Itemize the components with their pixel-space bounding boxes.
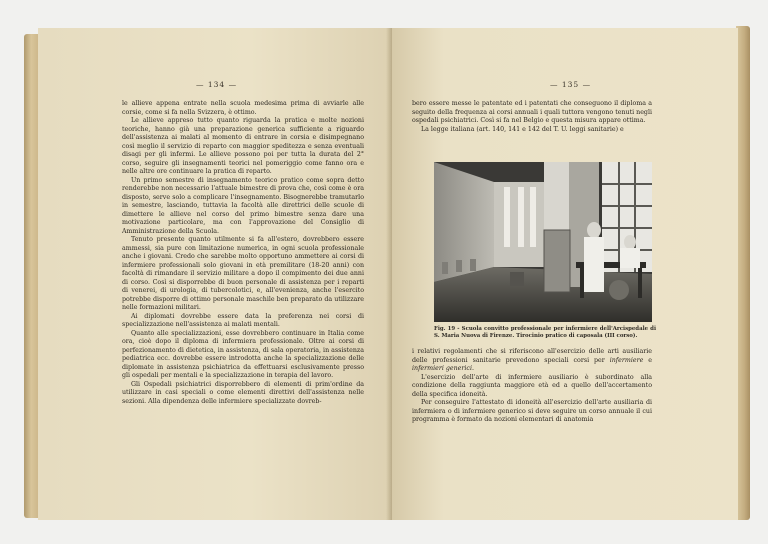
paragraph [412, 348, 652, 374]
book-edge-right [736, 26, 750, 520]
emphasis: infermiere [609, 356, 644, 364]
paragraph: L'esercizio dell'arte di infermiere ausiliario è subordinato alla condizione della raggiunta maggiore età ed a quello dell'accertamento della specifica idoneità. [412, 373, 652, 398]
right-page-text-bottom [412, 348, 652, 425]
paragraph-text: e [643, 356, 652, 364]
photo-illustration [434, 162, 652, 322]
right-page-text-top [412, 100, 652, 134]
paragraph: Un primo semestre di insegnamento teorico pratico come sopra detto renderebbe non necessario l'attuale bimestre di prova che, così come è ora disposto, serve solo a complicare l'insegnamento. Bisognerebbe tramutarlo in semestre, lasciando, tuttavia la facoltà alle direttrici delle scuole di dimettere le allieve nel corso del primo bimestre senza dare una motivazione particolare, ma con l'approvazione del Consiglio di Amministrazione della Scuola. [122, 176, 364, 235]
paragraph: bero essere messe le patentate ed i patentati che conseguono il diploma a seguito della frequenza ai corsi annuali i quali tuttora vengono tenuti negli ospedali psichiatrici. Così si fa nel Belgio e questa misura appare ottima. [412, 100, 652, 124]
paragraph: Le allieve appreso tutto quanto riguarda la pratica e molte nozioni teoriche, hanno già una preparazione generica sufficiente a riguardo dell'assistenza ai malati al momento di entrare in corsia e disimpegnano così meglio il servizio di reparto con maggior speditezza e senza eventuali disagi per gli infermi. Le allieve possono poi per tutta la durata del 2° corso, seguire gli insegnamenti teorici nel pomeriggio come fanno ora e nelle altre ore continuare la pratica di reparto. [122, 117, 364, 175]
page-number-left: — 134 — [196, 80, 238, 89]
emphasis: infermieri generici [412, 365, 472, 372]
paragraph: Gli Ospedali psichiatrici disporrebbero di elementi di prim'ordine da utilizzare in casi speciali o come elementi direttivi dell'assistenza nelle sezioni. Alla dipendenza delle infermiere specializzate dovreb- [122, 380, 364, 405]
paragraph-text: . [471, 365, 474, 372]
paragraph: La legge italiana (art. 140, 141 e 142 del T. U. leggi sanitarie) e [421, 125, 624, 133]
hospital-ward-photo [434, 162, 652, 322]
paragraph: Quanto alle specializzazioni, esse dovrebbero continuare in Italia come ora, cioè dopo il diploma di infermiera professionale. Oltre ai corsi di perfezionamento di dietetica, in assistenza, di sala operatoria, in assistenza pediatrica ecc. dovrebbe essere introdotta anche la specializzazione delle diplomate in assistenza psichiatrica da effettuarsi esclusivamente presso gli ospedali per mentali e la specializzazione in terapia del lavoro. [122, 329, 364, 379]
left-page [38, 28, 392, 520]
left-page-text [122, 100, 364, 406]
photo-caption: Fig. 19 - Scuola convitto professionale per infermiere dell'Arcispedale di S. Maria Nuova di Firenze. Tirocinio pratico di caposala (III corso). [434, 326, 656, 339]
right-page [392, 28, 738, 520]
paragraph: Tenuto presente quanto utilmente si fa all'estero, dovrebbero essere ammessi, sia pure con limitazione numerica, in ogni scuola professionale anche i giovani. Credo che sarebbe molto opportuno ammettere ai corsi di infermiere professionali solo giovani in età premilitare (18-20 anni) con facoltà di rimandare il servizio militare a dopo il compimento dei due anni di corso. Così si disporrebbe di buon personale di assistenza per i reparti di venerei, di urologia, di tubercolotici, e, all'evenienza, anche l'esercito potrebbe disporre di ottimo personale maschile ben preparato da utilizzare nelle formazioni militari. [122, 236, 364, 311]
paragraph: le allieve appena entrate nella scuola medesima prima di avviarle alle corsie, come si fa nella Svizzera, è ottimo. [122, 100, 364, 116]
page-number-right: — 135 — [550, 80, 592, 89]
paragraph: Ai diplomati dovrebbe essere data la preferenza nei corsi di specializzazione nell'assistenza ai malati mentali. [122, 312, 364, 328]
open-book [24, 22, 750, 522]
paragraph-text: i relativi regolamenti che si riferiscono all'esercizio delle arti ausiliarie delle professioni sanitarie prevedono speciali corsi per [412, 348, 652, 364]
paragraph: Per conseguire l'attestato di idoneità all'esercizio dell'arte ausiliaria di infermiera o di infermiere generico si deve seguire un corso annuale il cui programma è formato da nozioni elementari di anatomia [412, 399, 652, 423]
